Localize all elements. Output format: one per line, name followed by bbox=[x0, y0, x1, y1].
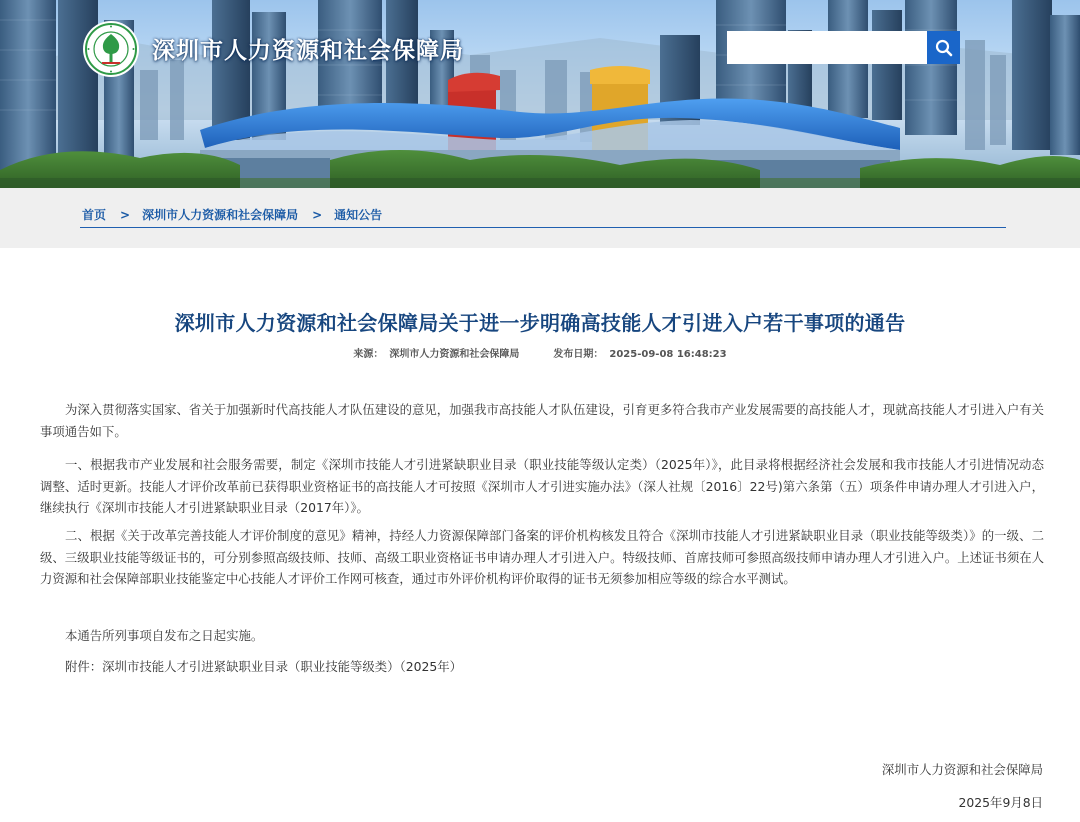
article-attachment[interactable] bbox=[40, 656, 1044, 678]
search-button[interactable] bbox=[927, 31, 960, 64]
paragraph-text: 二、根据《关于改革完善技能人才评价制度的意见》精神，持经人力资源保障部门备案的评价机构核发且符合《深圳市技能人才引进紧缺职业目录（职业技能等级类）》的一级、二级、三级职业技能等级证书的，可分别参照高级技师、技师、高级工职业资格证书申请办理人才引进入户。特级技师、首席技师可参照高级技师申请办理人才引进入户。上述证书须在人力资源和社会保障部职业技能鉴定中心技能人才评价工作网可核查，通过市外评价机构评价取得的证书无须参加相应等级的综合水平测试。 bbox=[40, 528, 1044, 587]
paragraph-text: 本通告所列事项自发布之日起实施。 bbox=[65, 628, 264, 643]
breadcrumb-separator: > bbox=[120, 207, 131, 222]
breadcrumb-notices-link[interactable]: 通知公告 bbox=[334, 208, 383, 222]
article-title: 深圳市人力资源和社会保障局关于进一步明确高技能人才引进入户若干事项的通告 bbox=[174, 311, 906, 335]
signature-date: 2025年9月8日 bbox=[958, 795, 1043, 810]
header-banner bbox=[0, 0, 1080, 188]
article-paragraph-effective bbox=[40, 625, 1044, 647]
article-paragraph-1 bbox=[40, 454, 1044, 519]
article-meta bbox=[0, 345, 1080, 360]
attachment-link[interactable]: 附件：深圳市技能人才引进紧缺职业目录（职业技能等级类）（2025年） bbox=[65, 659, 463, 674]
signature-organization: 深圳市人力资源和社会保障局 bbox=[881, 762, 1043, 777]
article-paragraph-intro bbox=[40, 399, 1044, 442]
breadcrumb-home-link[interactable]: 首页 bbox=[82, 208, 107, 222]
site-title: 深圳市人力资源和社会保障局 bbox=[152, 38, 464, 64]
search-input[interactable] bbox=[727, 31, 927, 64]
search-icon bbox=[935, 39, 953, 57]
breadcrumb-separator: > bbox=[312, 207, 323, 222]
breadcrumb bbox=[82, 206, 382, 223]
source-value: 深圳市人力资源和社会保障局 bbox=[389, 349, 520, 360]
date-value: 2025-09-08 16:48:23 bbox=[609, 349, 727, 360]
breadcrumb-divider bbox=[80, 227, 1006, 228]
city-skyline-image bbox=[0, 0, 1080, 188]
date-label: 发布日期： bbox=[553, 349, 604, 360]
bureau-logo bbox=[82, 20, 140, 78]
article-paragraph-2 bbox=[40, 525, 1044, 590]
paragraph-text: 为深入贯彻落实国家、省关于加强新时代高技能人才队伍建设的意见，加强我市高技能人才队伍建设，引育更多符合我市产业发展需要的高技能人才，现就高技能人才引进入户有关事项通告如下。 bbox=[40, 402, 1044, 439]
paragraph-text: 一、根据我市产业发展和社会服务需要，制定《深圳市技能人才引进紧缺职业目录（职业技能等级认定类）（2025年）》，此目录将根据经济社会发展和我市技能人才引进情况动态调整、适时更新。技能人才评价改革前已获得职业资格证书的高技能人才可按照《深圳市人才引进实施办法》（深人社规〔2016〕22号)第六条第（五）项条件申请办理人才引进入户，继续执行《深圳市技能人才引进紧缺职业目录（2017年）》。 bbox=[40, 457, 1044, 516]
source-label: 来源： bbox=[353, 349, 384, 360]
breadcrumb-bureau-link[interactable]: 深圳市人力资源和社会保障局 bbox=[142, 208, 299, 222]
